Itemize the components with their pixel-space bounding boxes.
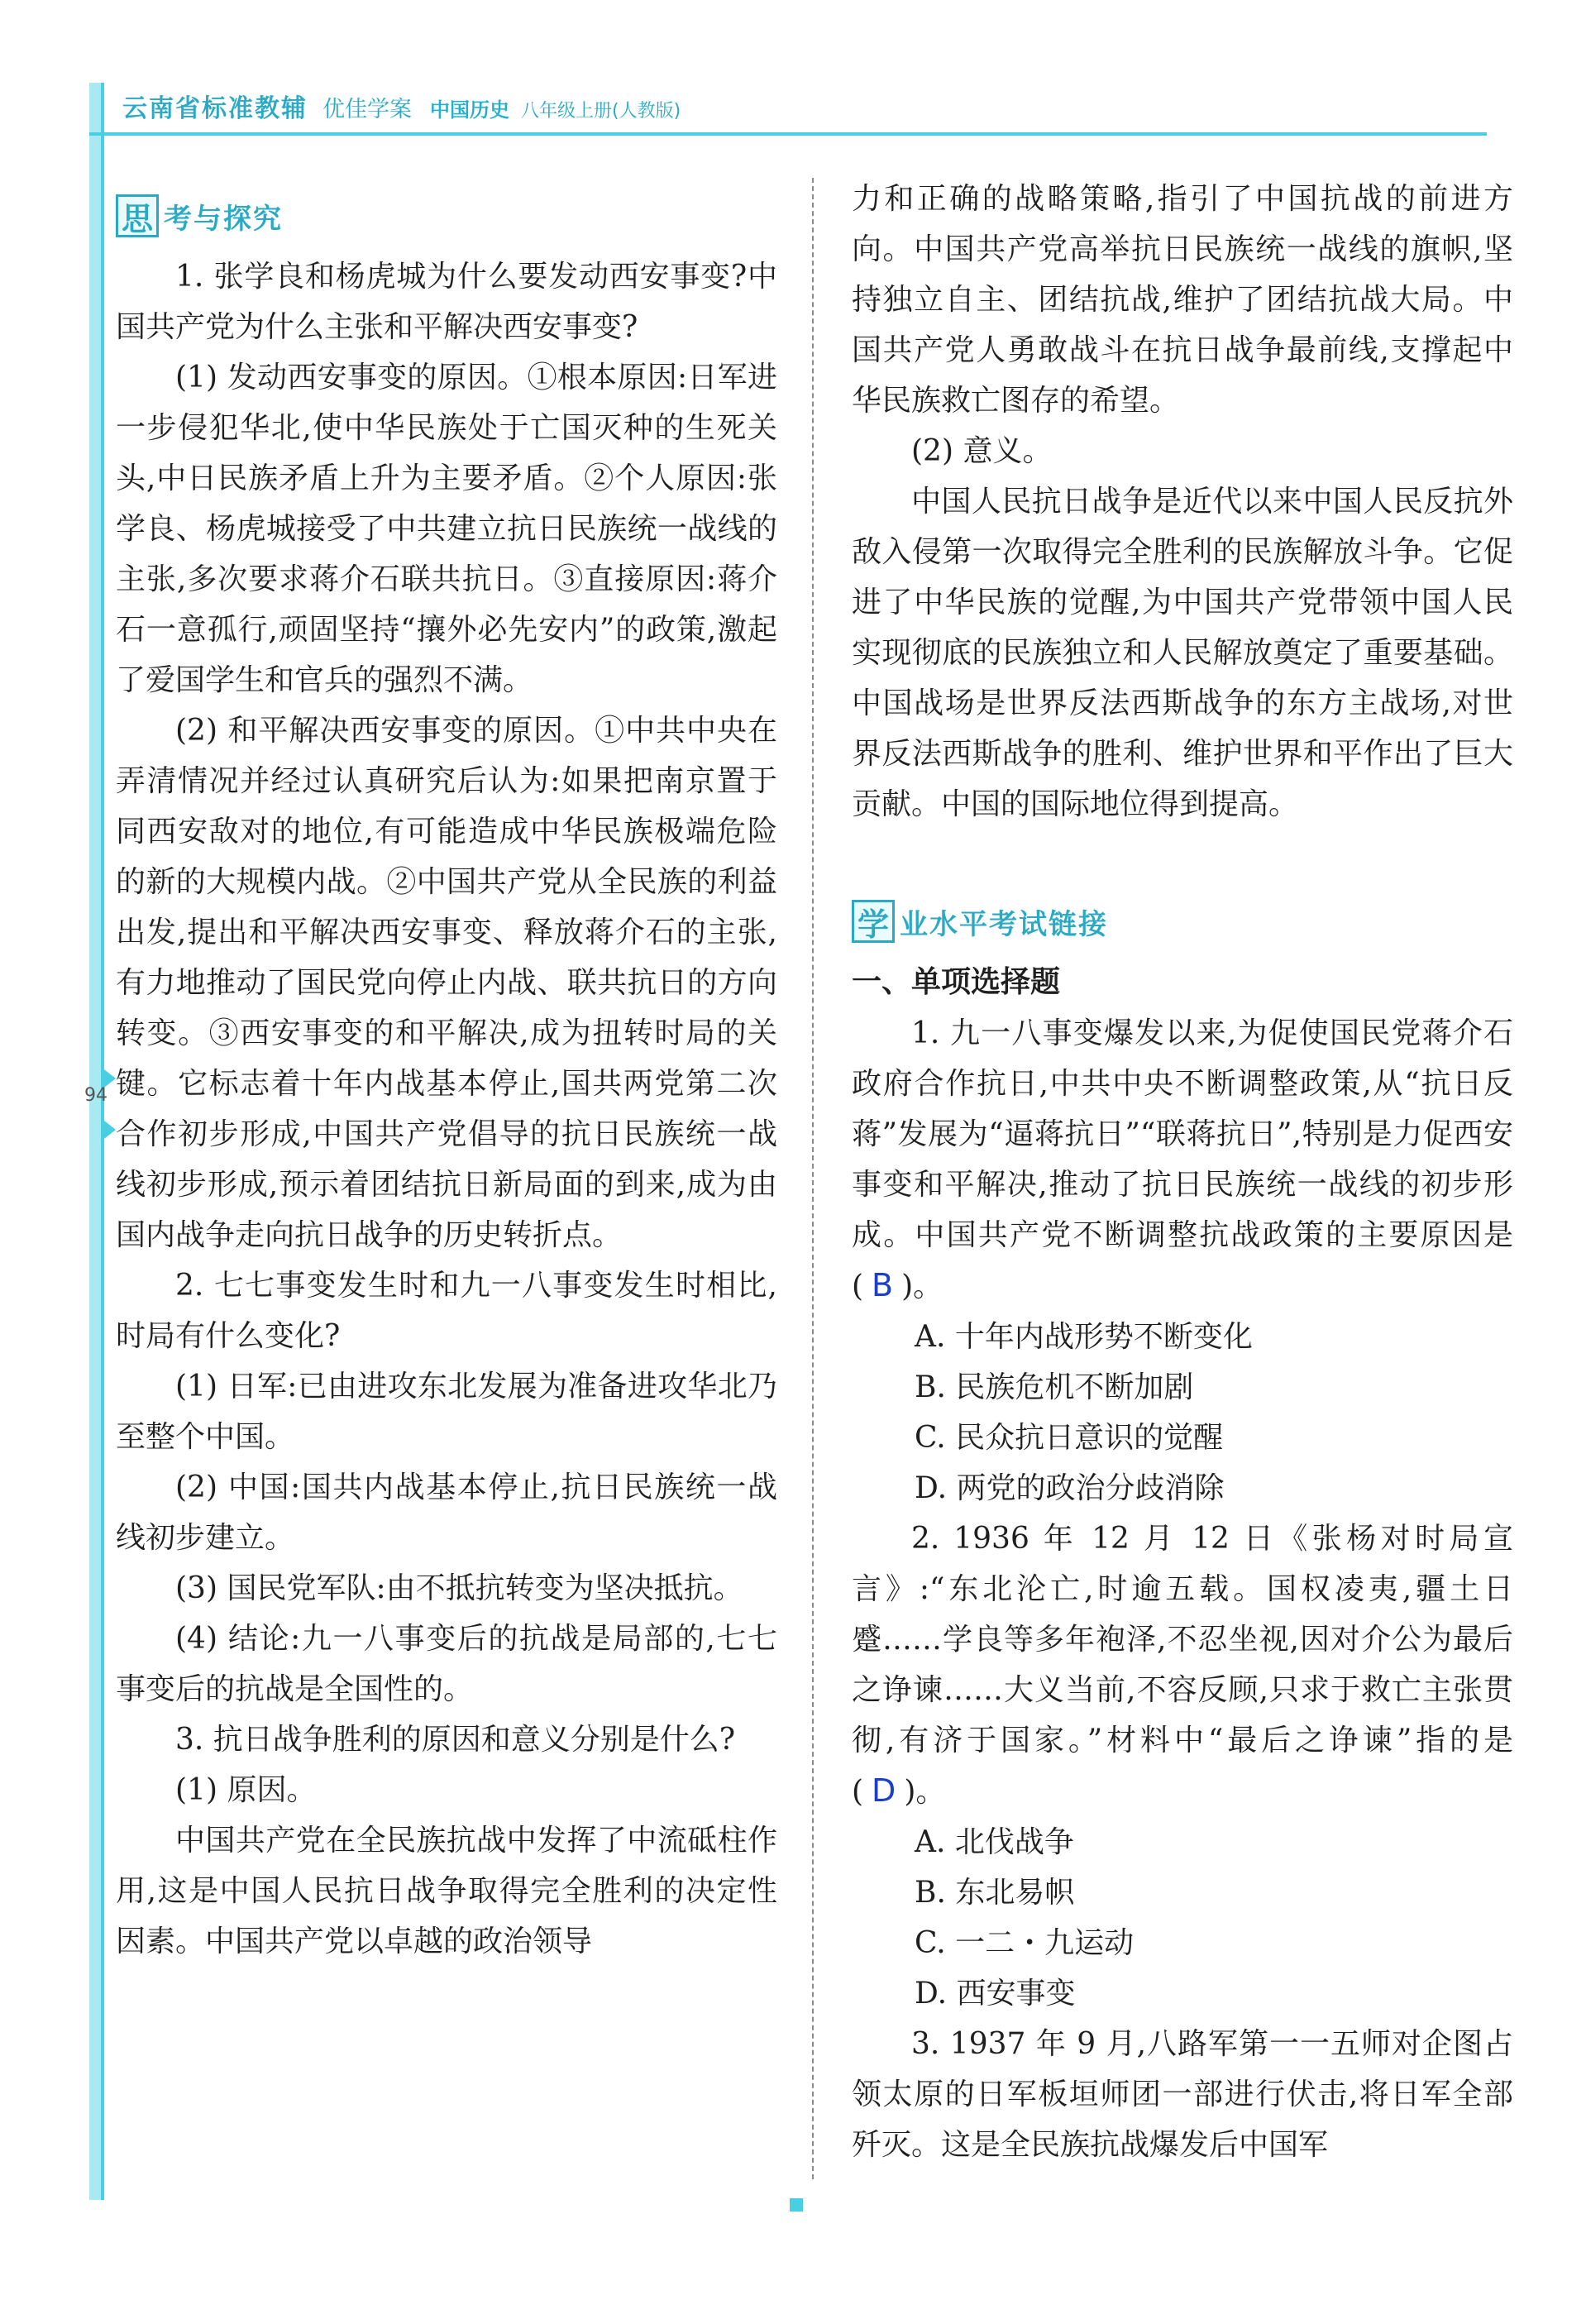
answer-3-label: (1) 原因。 bbox=[175, 1773, 317, 1807]
answer-3-continuation: 力和正确的战略策略,指引了中国抗战的前进方向。中国共产党高举抗日民族统一战线的旗帜,坚持独立自主、团结抗战,维护了团结抗战大局。中国共产党人勇敢战斗在抗日战争最前线,支撑起中华民族救亡图存的希望。 bbox=[852, 182, 1513, 418]
left-margin-stripe bbox=[89, 83, 101, 2200]
section-title-text: 考与探究 bbox=[164, 202, 283, 236]
question-3: 3. 抗日战争胜利的原因和意义分别是什么? bbox=[175, 1723, 736, 1757]
answer-2-part-3: (3) 国民党军队:由不抵抗转变为坚决抵抗。 bbox=[175, 1571, 743, 1605]
subsection-heading: 一、单项选择题 bbox=[852, 965, 1061, 999]
header-row bbox=[122, 88, 681, 124]
answer-2-part-4: (4) 结论:九一八事变后的抗战是局部的,七七事变后的抗战是全国性的。 bbox=[116, 1622, 777, 1706]
page-tab-notch-bottom bbox=[101, 1118, 116, 1141]
header-subject: 中国历史 bbox=[430, 98, 509, 122]
question-stem-end: )。 bbox=[901, 1270, 943, 1303]
mc-question-2 bbox=[852, 1513, 1513, 1817]
column-divider bbox=[812, 178, 814, 2179]
option-a: A. 十年内战形势不断变化 bbox=[915, 1320, 1253, 1354]
answer-mark: B bbox=[872, 1267, 894, 1303]
option-d: D. 两党的政治分歧消除 bbox=[915, 1471, 1225, 1505]
header-book: 优佳学案 bbox=[322, 97, 412, 122]
section-title-think bbox=[116, 190, 777, 241]
section-title-exam bbox=[852, 896, 1513, 947]
question-stem-end: )。 bbox=[904, 1775, 946, 1809]
left-margin-line bbox=[101, 83, 104, 2200]
right-column bbox=[852, 174, 1513, 2170]
answer-1-part-1: (1) 发动西安事变的原因。①根本原因:日军进一步侵犯华北,使中华民族处于亡国灭种的生死关头,中日民族矛盾上升为主要矛盾。②个人原因:张学良、杨虎城接受了中共建立抗日民族统一战线的主张,多次要求蒋介石联共抗日。③直接原因:蒋介石一意孤行,顽固坚持“攘外必先安内”的政策,激起了爱国学生和官兵的强烈不满。 bbox=[116, 361, 777, 697]
answer-3-text: 中国共产党在全民族抗战中发挥了中流砥柱作用,这是中国人民抗日战争取得完全胜利的决定性因素。中国共产党以卓越的政治领导 bbox=[116, 1824, 777, 1958]
header-series: 云南省标准教辅 bbox=[122, 94, 308, 123]
option-d: D. 西安事变 bbox=[915, 1977, 1076, 2011]
section-title-box: 学 bbox=[852, 900, 895, 943]
left-column bbox=[116, 190, 777, 1967]
option-c: C. 一二・九运动 bbox=[915, 1926, 1135, 1960]
answer-1-part-2: (2) 和平解决西安事变的原因。①中共中央在弄清情况并经过认真研究后认为:如果把南京置于同西安敌对的地位,有可能造成中华民族极端危险的新的大规模内战。②中国共产党从全民族的利益出发,提出和平解决西安事变、释放蒋介石的主张,有力地推动了国民党向停止内战、联共抗日的方向转变。③西安事变的和平解决,成为扭转时局的关键。它标志着十年内战基本停止,国共两党第二次合作初步形成,中国共产党倡导的抗日民族统一战线初步形成,预示着团结抗日新局面的到来,成为由国内战争走向抗日战争的历史转折点。 bbox=[116, 714, 777, 1252]
question-2: 2. 七七事变发生时和九一八事变发生时相比,时局有什么变化? bbox=[116, 1269, 777, 1353]
question-stem: 1. 九一八事变爆发以来,为促使国民党蒋介石政府合作抗日,中共中央不断调整政策,从“抗日反蒋”发展为“逼蒋抗日”“联蒋抗日”,特别是力促西安事变和平解决,推动了抗日民族统一战线的初步形成。中国共产党不断调整抗战政策的主要原因是( bbox=[852, 1016, 1513, 1303]
bottom-marker bbox=[790, 2198, 803, 2212]
mc-question-3: 3. 1937 年 9 月,八路军第一一五师对企图占领太原的日军板垣师团一部进行伏击,将日军全部歼灭。这是全民族抗战爆发后中国军 bbox=[852, 2027, 1513, 2162]
option-a: A. 北伐战争 bbox=[915, 1825, 1074, 1859]
meaning-label: (2) 意义。 bbox=[911, 434, 1053, 468]
question-1: 1. 张学良和杨虎城为什么要发动西安事变?中国共产党为什么主张和平解决西安事变? bbox=[116, 260, 777, 344]
option-b: B. 民族危机不断加剧 bbox=[915, 1370, 1194, 1404]
answer-2-part-1: (1) 日军:已由进攻东北发展为准备进攻华北乃至整个中国。 bbox=[116, 1370, 777, 1454]
section-title-box: 思 bbox=[116, 194, 159, 237]
section-title-text: 业水平考试链接 bbox=[900, 907, 1108, 941]
page-header bbox=[89, 83, 1487, 136]
question-stem: 2. 1936 年 12 月 12 日《张杨对时局宣言》:“东北沦亡,时逾五载。国权凌夷,疆土日蹙……学良等多年袍泽,不忍坐视,因对介公为最后之诤谏……大义当前,不容反顾,只求于救亡主张贯彻,有济于国家。”材料中“最后之诤谏”指的是( bbox=[852, 1522, 1513, 1809]
meaning-text: 中国人民抗日战争是近代以来中国人民反抗外敌入侵第一次取得完全胜利的民族解放斗争。它促进了中华民族的觉醒,为中国共产党带领中国人民实现彻底的民族独立和人民解放奠定了重要基础。中国战场是世界反法西斯战争的东方主战场,对世界反法西斯战争的胜利、维护世界和平作出了巨大贡献。中国的国际地位得到提高。 bbox=[852, 485, 1513, 821]
header-rule bbox=[89, 132, 1487, 136]
header-grade: 八年级上册(人教版) bbox=[521, 101, 681, 122]
option-c: C. 民众抗日意识的觉醒 bbox=[915, 1421, 1224, 1455]
answer-mark: D bbox=[872, 1772, 896, 1809]
page-number: 94 bbox=[84, 1085, 107, 1106]
mc-question-1 bbox=[852, 1008, 1513, 1312]
answer-2-part-2: (2) 中国:国共内战基本停止,抗日民族统一战线初步建立。 bbox=[116, 1470, 777, 1555]
option-b: B. 东北易帜 bbox=[915, 1876, 1075, 1910]
